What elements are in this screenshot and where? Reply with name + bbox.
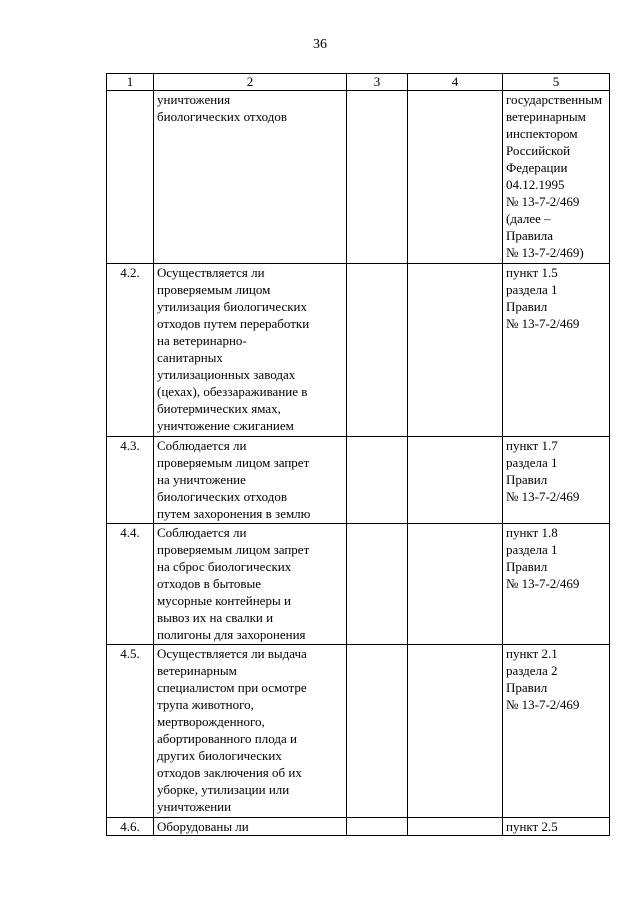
table-row xyxy=(107,645,610,818)
row-number: 4.6. xyxy=(107,818,154,836)
note-cell xyxy=(408,645,503,818)
header-col-4: 4 xyxy=(408,74,503,91)
legal-reference: пункт 2.5 xyxy=(503,818,610,836)
table-row xyxy=(107,524,610,645)
note-cell xyxy=(408,91,503,264)
table-header xyxy=(107,74,610,91)
note-cell xyxy=(408,524,503,645)
note-cell xyxy=(408,264,503,437)
answer-cell xyxy=(347,524,408,645)
answer-cell xyxy=(347,645,408,818)
requirement-text: Соблюдается ли проверяемым лицом запрет на уничтожение биологических отходов путем захоронения в землю xyxy=(154,437,347,524)
row-number: 4.3. xyxy=(107,437,154,524)
answer-cell xyxy=(347,264,408,437)
table-row xyxy=(107,437,610,524)
header-col-5: 5 xyxy=(503,74,610,91)
answer-cell xyxy=(347,437,408,524)
requirement-text: Соблюдается ли проверяемым лицом запрет на сброс биологических отходов в бытовые мусорные контейнеры и вывоз их на свалки и полигоны для захоронения xyxy=(154,524,347,645)
answer-cell xyxy=(347,91,408,264)
legal-reference: пункт 2.1 раздела 2 Правил № 13-7-2/469 xyxy=(503,645,610,818)
legal-reference: пункт 1.8 раздела 1 Правил № 13-7-2/469 xyxy=(503,524,610,645)
note-cell xyxy=(408,818,503,836)
table-body xyxy=(107,91,610,836)
note-cell xyxy=(408,437,503,524)
row-number xyxy=(107,91,154,264)
requirement-text: Оборудованы ли xyxy=(154,818,347,836)
header-col-1: 1 xyxy=(107,74,154,91)
legal-reference: государственным ветеринарным инспектором Российской Федерации 04.12.1995 № 13-7-2/469 (далее – Правила № 13-7-2/469) xyxy=(503,91,610,264)
header-col-2: 2 xyxy=(154,74,347,91)
legal-reference: пункт 1.7 раздела 1 Правил № 13-7-2/469 xyxy=(503,437,610,524)
answer-cell xyxy=(347,818,408,836)
row-number: 4.5. xyxy=(107,645,154,818)
table-row xyxy=(107,264,610,437)
page-number: 36 xyxy=(313,37,327,52)
requirement-text: уничтожения биологических отходов xyxy=(154,91,347,264)
header-row xyxy=(107,74,610,91)
checklist-table xyxy=(106,73,610,836)
table-row xyxy=(107,91,610,264)
table-row xyxy=(107,818,610,836)
requirement-text: Осуществляется ли проверяемым лицом утилизация биологических отходов путем переработки на ветеринарно- санитарных утилизационных заводах (цехах), обеззараживание в биотермических ямах, уничтожение сжиганием xyxy=(154,264,347,437)
row-number: 4.4. xyxy=(107,524,154,645)
legal-reference: пункт 1.5 раздела 1 Правил № 13-7-2/469 xyxy=(503,264,610,437)
row-number: 4.2. xyxy=(107,264,154,437)
header-col-3: 3 xyxy=(347,74,408,91)
requirement-text: Осуществляется ли выдача ветеринарным специалистом при осмотре трупа животного, мертворожденного, абортированного плода и других биологических отходов заключения об их уборке, утилизации или уничтожении xyxy=(154,645,347,818)
